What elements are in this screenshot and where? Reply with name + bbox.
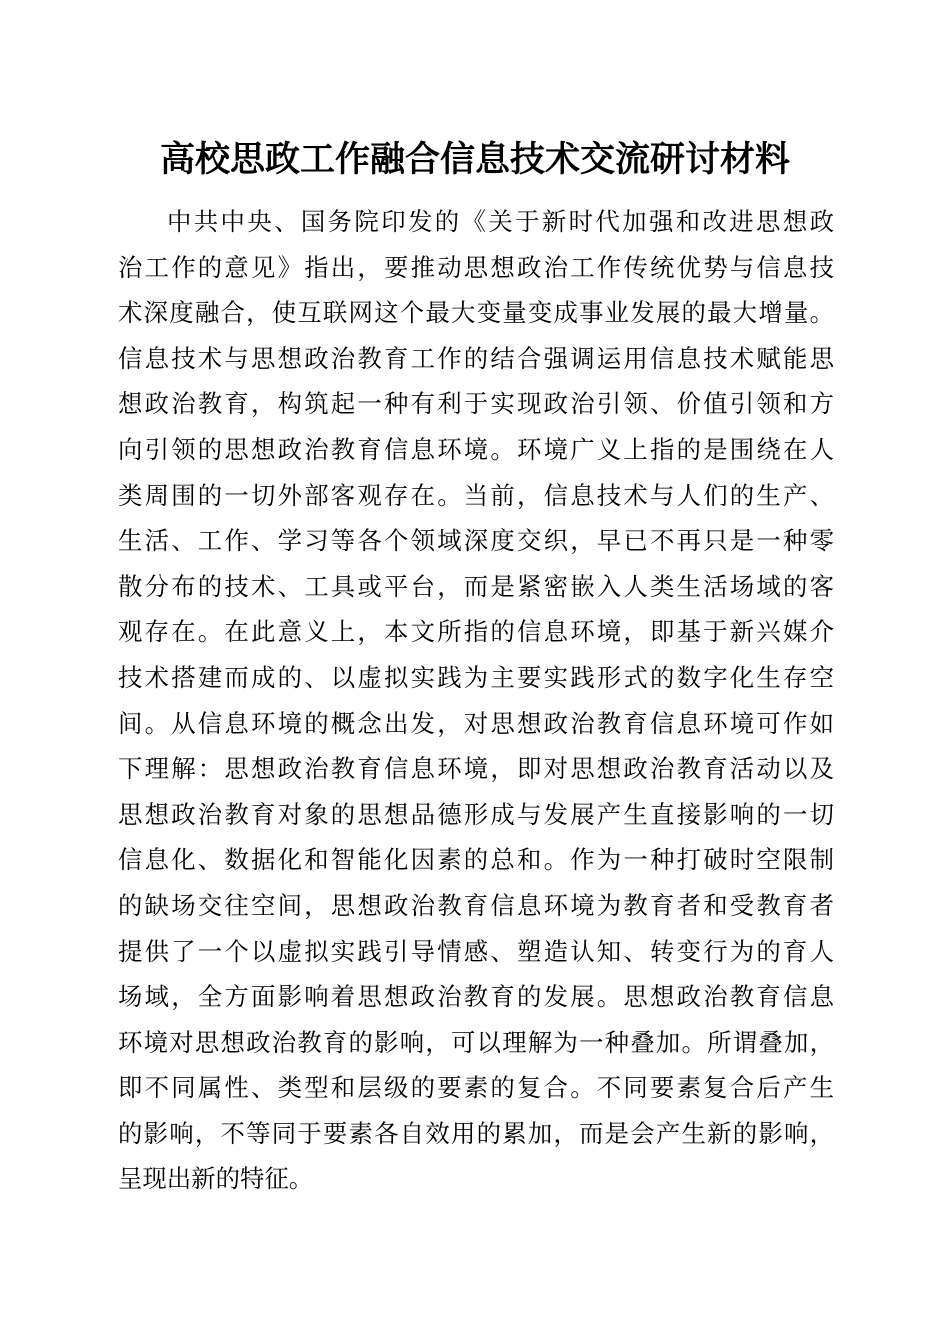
body-line: 思想政治教育对象的思想品德形成与发展产生直接影响的一切 — [118, 799, 834, 829]
body-line: 信息化、数据化和智能化因素的总和。作为一种打破时空限制 — [118, 845, 834, 875]
body-line: 间。从信息环境的概念出发，对思想政治教育信息环境可作如 — [118, 708, 834, 738]
body-line: 想政治教育，构筑起一种有利于实现政治引领、价值引领和方 — [118, 389, 834, 419]
body-line: 技术搭建而成的、以虚拟实践为主要实践形式的数字化生存空 — [118, 662, 834, 692]
body-line: 即不同属性、类型和层级的要素的复合。不同要素复合后产生 — [118, 1073, 834, 1103]
body-line: 下理解：思想政治教育信息环境，即对思想政治教育活动以及 — [118, 754, 834, 784]
document-body — [118, 199, 834, 1202]
body-line: 观存在。在此意义上，本文所指的信息环境，即基于新兴媒介 — [118, 617, 834, 647]
body-line: 场域，全方面影响着思想政治教育的发展。思想政治教育信息 — [118, 982, 834, 1012]
body-line: 信息技术与思想政治教育工作的结合强调运用信息技术赋能思 — [118, 343, 834, 373]
body-line: 呈现出新的特征。 — [118, 1164, 314, 1194]
body-line: 生活、工作、学习等各个领域深度交织，早已不再只是一种零 — [118, 526, 834, 556]
body-line: 术深度融合，使互联网这个最大变量变成事业发展的最大增量。 — [118, 298, 834, 328]
body-line: 环境对思想政治教育的影响，可以理解为一种叠加。所谓叠加， — [118, 1027, 834, 1057]
body-line: 的缺场交往空间，思想政治教育信息环境为教育者和受教育者 — [118, 890, 834, 920]
document-title: 高校思政工作融合信息技术交流研讨材料 — [159, 139, 790, 180]
body-line: 向引领的思想政治教育信息环境。环境广义上指的是围绕在人 — [118, 434, 834, 464]
body-line: 的影响，不等同于要素各自效用的累加，而是会产生新的影响， — [118, 1118, 834, 1148]
body-line: 治工作的意见》指出，要推动思想政治工作传统优势与信息技 — [118, 252, 834, 282]
body-line: 类周围的一切外部客观存在。当前，信息技术与人们的生产、 — [118, 480, 834, 510]
body-line: 提供了一个以虚拟实践引导情感、塑造认知、转变行为的育人 — [118, 936, 834, 966]
body-line: 散分布的技术、工具或平台，而是紧密嵌入人类生活场域的客 — [118, 571, 834, 601]
body-line: 中共中央、国务院印发的《关于新时代加强和改进思想政 — [167, 207, 834, 236]
